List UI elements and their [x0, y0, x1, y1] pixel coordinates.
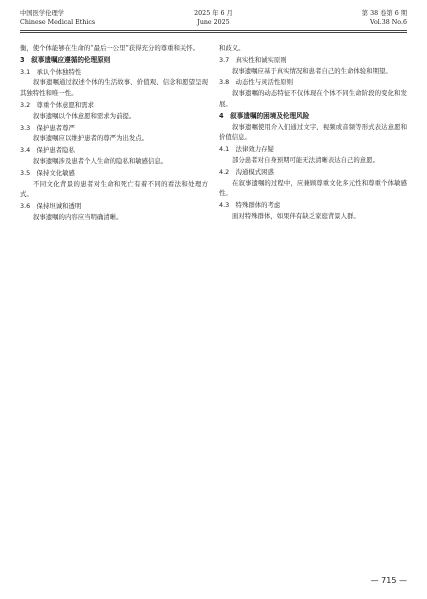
right-column	[219, 43, 407, 222]
subsection-heading: 4.2 沟通模式困惑	[219, 167, 274, 176]
body-paragraph: 在叙事遗嘱的过程中，应兼顾尊重文化多元性和尊重个体敏感性。	[219, 178, 407, 198]
header-rule-thin	[20, 32, 407, 33]
subsection-heading: 3.1 承认个体独特性	[20, 67, 82, 76]
issue-date-en: June 2025	[197, 19, 230, 26]
subsection-heading: 3.4 保护患者隐私	[20, 146, 75, 155]
issue-date-cn: 2025 年 6 月	[194, 10, 233, 17]
body-paragraph: 叙事遗嘱使用介入们通过文字、视频或音频等形式表达意愿和价值信息。	[219, 122, 407, 142]
header-right	[362, 9, 407, 27]
body-paragraph: 衡，使个体能够在生命的“最后一公里”获得充分的尊重和关怀。	[20, 44, 200, 52]
body-paragraph: 叙事遗嘱以个体意愿和需求为前提。	[33, 111, 136, 120]
journal-name-en: Chinese Medical Ethics	[20, 19, 96, 26]
journal-name-cn: 中国医学伦理学	[20, 10, 65, 17]
subsection-heading: 3.2 尊重个体意愿和需求	[20, 100, 95, 109]
body-paragraph: 不同文化背景的患者对生命和死亡有着不同的看法和处理方式。	[20, 179, 208, 199]
body-paragraph: 和歧义。	[219, 44, 245, 52]
section-heading: 3 叙事遗嘱应遵循的伦理原则	[20, 55, 111, 64]
volume-cn: 第 38 卷第 6 期	[361, 10, 407, 17]
volume-en: Vol.38 No.6	[370, 19, 407, 26]
subsection-heading: 3.8 动态性与灵活性原则	[219, 78, 294, 87]
page-number: — 715 —	[370, 576, 407, 585]
section-heading: 4 叙事遗嘱的困境及伦理风险	[219, 111, 310, 120]
body-paragraph: 叙事遗嘱的内容应当明确清晰。	[33, 212, 123, 221]
body-paragraph: 部分患者对自身预期可能无法清晰表达自己的意愿。	[232, 155, 379, 164]
subsection-heading: 3.6 保持坦诚和透明	[20, 202, 82, 211]
header-center	[20, 9, 407, 27]
body-paragraph: 叙事遗嘱涉及患者个人生命的隐私和敏感信息。	[33, 156, 168, 165]
body-paragraph: 叙事遗嘱的动态特征不仅体现在个体不同生命阶段的变化和发展。	[219, 89, 407, 108]
subsection-heading: 4.3 特殊群体的考虑	[219, 201, 281, 210]
body-paragraph: 叙事遗嘱应以维护患者的尊严为出发点。	[33, 134, 149, 143]
subsection-heading: 3.3 保护患者尊严	[20, 123, 75, 132]
subsection-heading: 3.7 真实性和诚实原则	[219, 55, 287, 64]
body-paragraph: 叙事遗嘱应基于真实情况和患者自己的生命体验和期望。	[232, 66, 392, 75]
header-rule	[20, 30, 407, 31]
subsection-heading: 4.1 法律效力存疑	[219, 145, 274, 154]
subsection-heading: 3.5 保持文化敏感	[20, 168, 75, 177]
left-column	[20, 43, 208, 223]
body-paragraph: 面对特殊群体，如果伴有缺乏家庭背景人群。	[232, 211, 360, 220]
body-paragraph: 叙事遗嘱通过叙述个体的生活故事、价值观、信念和愿望呈现其独特性和唯一性。	[20, 78, 208, 98]
